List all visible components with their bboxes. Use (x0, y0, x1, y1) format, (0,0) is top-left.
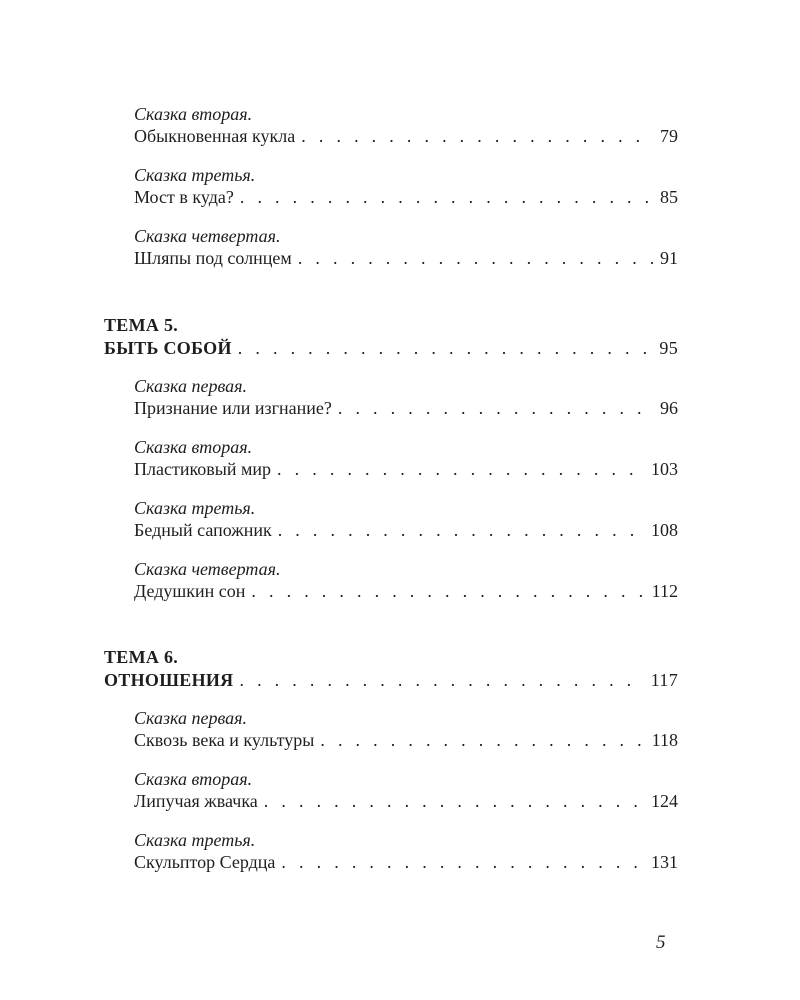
tale-label: Сказка первая. (134, 376, 248, 396)
tale-page: 124 (651, 791, 678, 811)
tale-title: Липучая жвачка (134, 791, 258, 811)
tale-title: Дедушкин сон (134, 581, 246, 601)
toc-entry[interactable] (134, 580, 678, 602)
page-number: 5 (656, 932, 666, 953)
tale-title: Бедный сапожник (134, 520, 272, 540)
tale-label: Сказка вторая. (134, 769, 253, 789)
tale-title: Сквозь века и культуры (134, 730, 315, 750)
toc-entry[interactable] (134, 851, 678, 873)
theme-entry[interactable] (104, 337, 678, 359)
dot-leader (238, 337, 654, 359)
tale-page: 108 (651, 520, 678, 540)
theme-title: БЫТЬ СОБОЙ (104, 338, 232, 358)
dot-leader (251, 580, 645, 602)
tale-page: 96 (660, 398, 678, 418)
dot-leader (278, 519, 645, 541)
theme-entry[interactable] (104, 669, 678, 691)
theme-title: ОТНОШЕНИЯ (104, 670, 234, 690)
dot-leader (338, 397, 654, 419)
toc-entry[interactable] (134, 519, 678, 541)
tale-title: Обыкновенная кукла (134, 126, 296, 146)
tale-label: Сказка третья. (134, 830, 256, 850)
toc-entry[interactable] (134, 790, 678, 812)
toc-entry[interactable] (134, 458, 678, 480)
dot-leader (320, 729, 645, 751)
tale-page: 118 (651, 730, 678, 750)
tale-label: Сказка третья. (134, 498, 256, 518)
dot-leader (298, 247, 654, 269)
tale-title: Скульптор Сердца (134, 852, 276, 872)
tale-title: Шляпы под солнцем (134, 248, 292, 268)
tale-page: 79 (660, 126, 678, 146)
dot-leader (239, 669, 644, 691)
tale-page: 91 (660, 248, 678, 268)
tale-label: Сказка вторая. (134, 437, 253, 457)
tale-title: Пластиковый мир (134, 459, 272, 479)
tale-page: 131 (651, 852, 678, 872)
dot-leader (240, 186, 654, 208)
toc-entry[interactable] (134, 247, 678, 269)
toc-entry[interactable] (134, 125, 678, 147)
dot-leader (264, 790, 645, 812)
theme-heading: ТЕМА 5. (104, 315, 179, 335)
tale-page: 85 (660, 187, 678, 207)
toc-entry[interactable] (134, 729, 678, 751)
tale-label: Сказка вторая. (134, 104, 253, 124)
tale-page: 112 (651, 581, 678, 601)
toc-entry[interactable] (134, 186, 678, 208)
dot-leader (301, 125, 654, 147)
tale-title: Признание или изгнание? (134, 398, 332, 418)
theme-page: 95 (659, 338, 678, 358)
tale-title: Мост в куда? (134, 187, 234, 207)
dot-leader (277, 458, 645, 480)
tale-label: Сказка четвертая. (134, 226, 281, 246)
toc-entry[interactable] (134, 397, 678, 419)
dot-leader (281, 851, 645, 873)
tale-page: 103 (651, 459, 678, 479)
theme-heading: ТЕМА 6. (104, 647, 179, 667)
tale-label: Сказка третья. (134, 165, 256, 185)
tale-label: Сказка первая. (134, 708, 248, 728)
tale-label: Сказка четвертая. (134, 559, 281, 579)
theme-page: 117 (650, 670, 678, 690)
